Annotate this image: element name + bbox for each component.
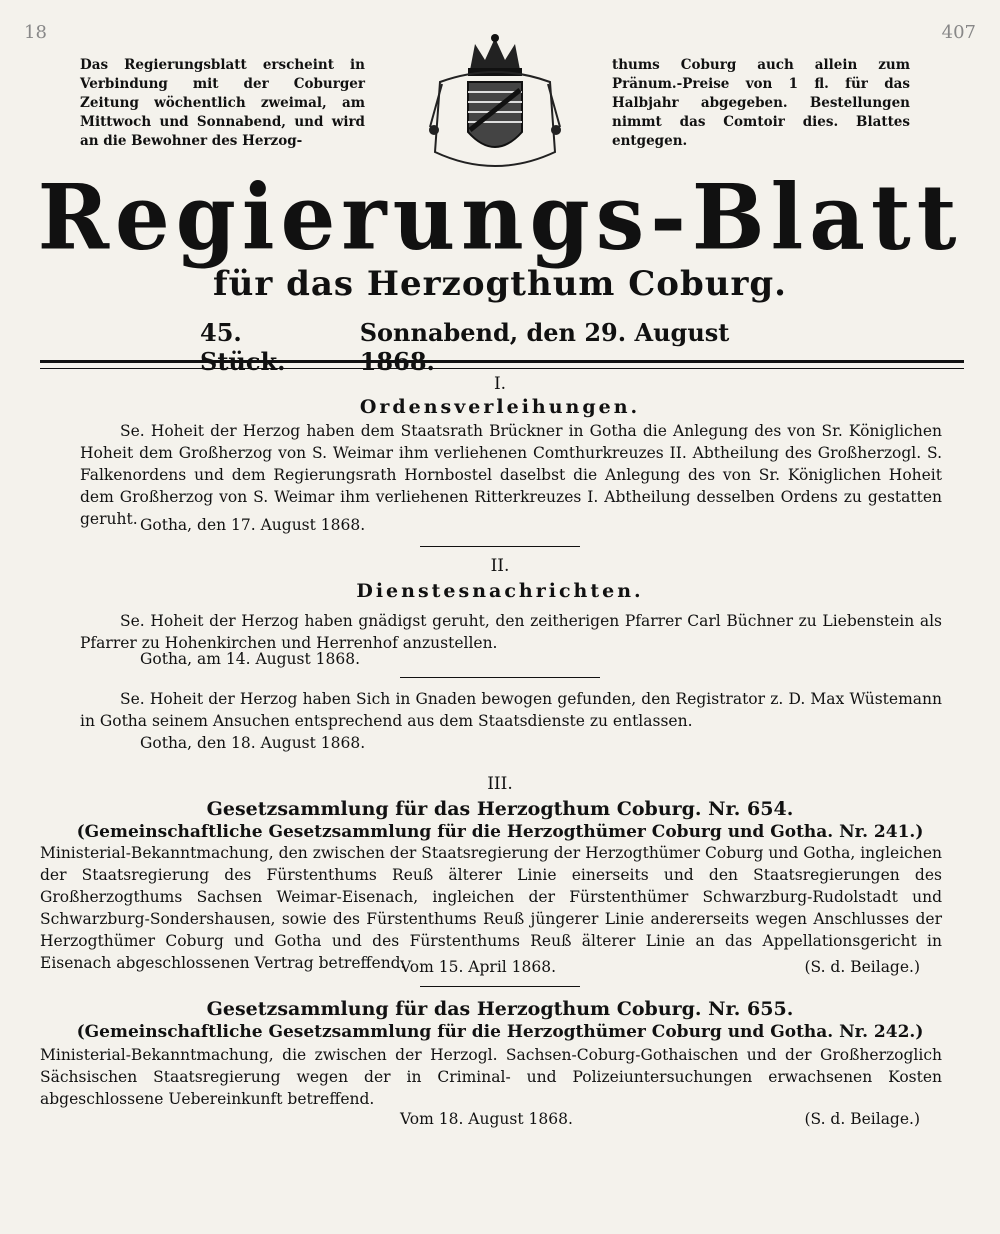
section-2-numeral: II. <box>490 556 510 576</box>
section-2-text-2: Se. Hoheit der Herzog haben Sich in Gnaden bewogen gefunden, den Registrator z. D. Max Wüstemann in Gotha seinem Ansuchen entsprechend aus dem Staatsdienste zu entlassen. <box>80 690 942 730</box>
vom-date: Vom 15. April 1868. <box>400 958 557 976</box>
page-number-right: 407 <box>941 22 976 43</box>
gesetzsammlung-text-1: Ministerial-Bekanntmachung, den zwischen der Staatsregierung der Herzogthümer Coburg und Gotha, ingleichen der Staatsregierung des Fürstenthums Reuß älterer Linie einerseits und den Staatsregierungen des Großherzogthums Sachsen Weimar-Eisenach, ingleichen der Fürstenthümer Schwarzburg-Rudolstadt und Schwarzburg-Sondershausen, sowie des Fürstenthums Reuß jüngerer Linie andererseits wegen Anschlusses der Herzogthümer Coburg und Gotha und des Fürstenthums Reuß älterer Linie an das Appellationsgericht in Eisenach abgeschlossenen Vertrag betreffend. <box>40 844 942 972</box>
beilage-note: (S. d. Beilage.) <box>804 958 920 976</box>
section-1-dateline: Gotha, den 17. August 1868. <box>140 516 366 534</box>
section-2-title: Dienstesnachrichten. <box>356 580 644 602</box>
gesetzsammlung-name: Gesetzsammlung für das Herzogthum Coburg. <box>206 798 702 820</box>
vom-date: Vom 18. August 1868. <box>400 1110 573 1128</box>
masthead-title: Regierungs-Blatt <box>37 164 963 271</box>
issue-date: Sonnabend, den 29. August 1868. <box>359 318 730 376</box>
issue-number: 45. Stück. <box>200 318 286 376</box>
gesetzsammlung-vom-row-1 <box>400 958 920 976</box>
gesetzsammlung-vom-row-2 <box>400 1110 920 1128</box>
masthead-rule <box>40 360 964 369</box>
gesetzsammlung-text-2: Ministerial-Bekanntmachung, die zwischen der Herzogl. Sachsen-Coburg-Gothaischen und der Großherzoglich Sächsischen Staatsregierung wegen der in Criminal- und Polizeiuntersuchungen erwachsenen Kosten abgeschlossene Uebereinkunft betreffend. <box>40 1046 942 1108</box>
divider <box>400 677 600 678</box>
gesetzsammlung-name: Gesetzsammlung für das Herzogthum Coburg. <box>206 998 702 1020</box>
coat-of-arms-icon <box>420 32 570 180</box>
divider <box>420 986 580 987</box>
header-note-right: thums Coburg auch allein zum Pränum.-Preise von 1 fl. für das Halbjahr abgegeben. Bestellungen nimmt das Comtoir dies. Blattes entgegen. <box>612 57 910 149</box>
section-1-title: Ordensverleihungen. <box>359 396 641 418</box>
gesetzsammlung-title-2 <box>0 998 1000 1020</box>
section-2-dateline-2: Gotha, den 18. August 1868. <box>140 734 366 752</box>
section-2-dateline-1: Gotha, am 14. August 1868. <box>140 650 361 668</box>
beilage-note: (S. d. Beilage.) <box>804 1110 920 1128</box>
section-1-numeral: I. <box>493 374 507 394</box>
gesetzsammlung-paren-1 <box>0 822 1000 842</box>
header-note-left: Das Regierungsblatt erscheint in Verbindung mit der Coburger Zeitung wöchentlich zweimal, am Mittwoch und Sonnabend, und wird an die Bewohner des Herzog- <box>80 57 365 149</box>
section-3-numeral: III. <box>487 774 513 794</box>
gesetzsammlung-paren-text: (Gemeinschaftliche Gesetzsammlung für die Herzogthümer Coburg und Gotha. <box>76 1022 834 1042</box>
gesetzsammlung-number: Nr. 654. <box>708 798 794 820</box>
gesetzsammlung-number: Nr. 655. <box>708 998 794 1020</box>
gesetzsammlung-paren-number: Nr. 241.) <box>839 822 924 842</box>
divider <box>420 546 580 547</box>
gesetzsammlung-paren-2 <box>0 1022 1000 1042</box>
section-2-text-1: Se. Hoheit der Herzog haben gnädigst geruht, den zeitherigen Pfarrer Carl Büchner zu Liebenstein als Pfarrer zu Hohenkirchen und Herrenhof anzustellen. <box>80 612 942 652</box>
section-1-text: Se. Hoheit der Herzog haben dem Staatsrath Brückner in Gotha die Anlegung des von Sr. Königlichen Hoheit dem Großherzog von S. Weimar ihm verliehenen Comthurkreuzes II. Abtheilung des Großherzogl. S. Falkenordens und dem Regierungsrath Hornbostel daselbst die Anlegung des von Sr. Königlichen Hoheit dem Großherzog von S. Weimar ihm verliehenen Ritterkreuzes I. Abtheilung desselben Ordens zu gestatten geruht. <box>80 422 942 528</box>
masthead-subtitle: für das Herzogthum Coburg. <box>212 264 788 304</box>
gesetzsammlung-paren-number: Nr. 242.) <box>839 1022 924 1042</box>
gesetzsammlung-title-1 <box>0 798 1000 820</box>
gesetzsammlung-paren-text: (Gemeinschaftliche Gesetzsammlung für die Herzogthümer Coburg und Gotha. <box>76 822 834 842</box>
page-number-left: 18 <box>24 22 47 43</box>
